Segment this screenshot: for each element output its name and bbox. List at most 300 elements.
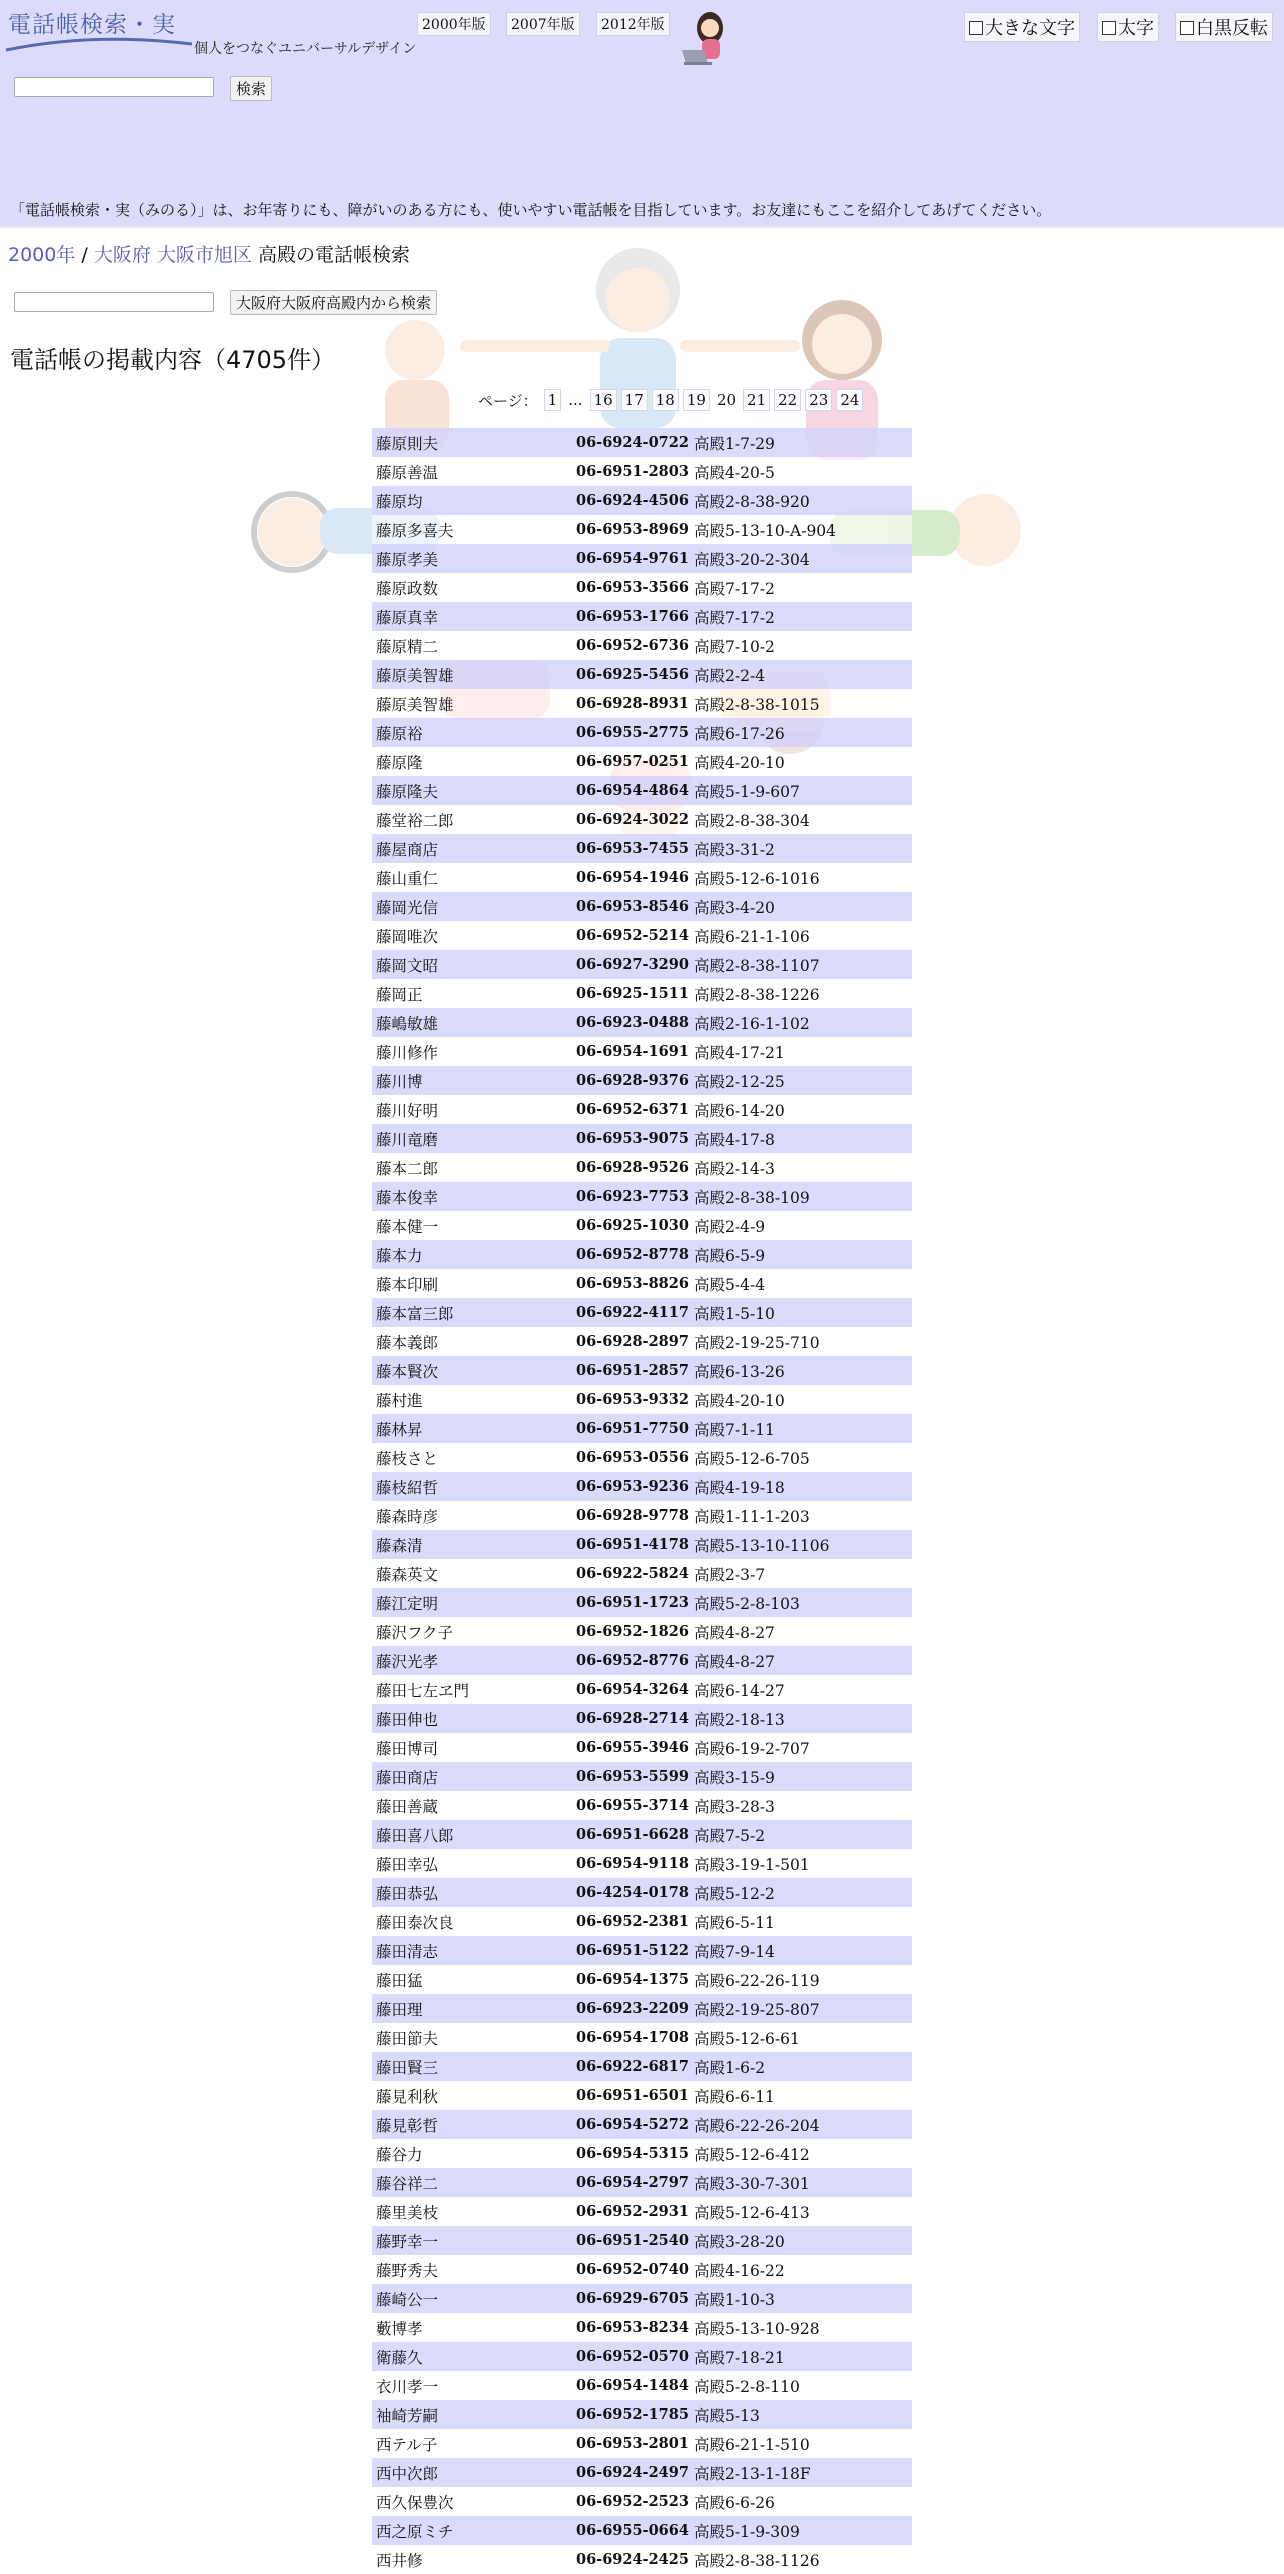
entry-address: 高殿2-14-3: [694, 1159, 775, 1178]
entry-name: 藤岡光信: [376, 898, 439, 917]
list-item: [372, 1762, 912, 1791]
entry-name: 藤岡文昭: [376, 956, 439, 975]
entry-phone: 06-6928-9376: [576, 1072, 689, 1089]
list-item: [372, 1617, 912, 1646]
entry-address: 高殿1-6-2: [694, 2058, 766, 2077]
list-item: [372, 776, 912, 805]
entry-name: 西中次郎: [376, 2464, 439, 2483]
entry-address: 高殿4-20-10: [694, 753, 785, 772]
list-item: [372, 1907, 912, 1936]
entry-phone: 06-6954-1375: [576, 1971, 689, 1988]
breadcrumb-city-link[interactable]: 大阪市旭区: [156, 244, 252, 266]
site-logo[interactable]: 電話帳検索・実: [8, 12, 176, 38]
entry-name: 西之原ミチ: [376, 2522, 454, 2541]
header-search-input[interactable]: [14, 77, 214, 97]
list-item: [372, 2052, 912, 2081]
entry-address: 高殿6-14-20: [694, 1101, 785, 1120]
entry-phone: 06-6952-2523: [576, 2493, 689, 2510]
entry-name: 藤岡唯次: [376, 927, 439, 946]
bold-label: 太字: [1118, 18, 1154, 39]
list-item: [372, 1559, 912, 1588]
local-search-input[interactable]: [14, 292, 214, 312]
entry-address: 高殿4-8-27: [694, 1652, 775, 1671]
entry-name: 藤屋商店: [376, 840, 439, 859]
entry-address: 高殿3-28-3: [694, 1797, 775, 1816]
mascot-laptop-icon: [678, 6, 728, 66]
entry-name: 藤田清志: [376, 1942, 439, 1961]
entry-address: 高殿2-18-13: [694, 1710, 785, 1729]
content-title: 電話帳の掲載内容（4705件）: [10, 346, 336, 374]
entry-address: 高殿4-17-21: [694, 1043, 785, 1062]
entry-name: 藤嶋敏雄: [376, 1014, 439, 1033]
list-item: [372, 1414, 912, 1443]
entry-name: 衣川孝一: [376, 2377, 439, 2396]
list-item: [372, 1066, 912, 1095]
list-item: [372, 2284, 912, 2313]
entry-phone: 06-6922-4117: [576, 1304, 689, 1321]
entry-name: 藤田伸也: [376, 1710, 439, 1729]
entry-address: 高殿6-13-26: [694, 1362, 785, 1381]
entry-name: 藤沢光孝: [376, 1652, 439, 1671]
entry-name: 藤森清: [376, 1536, 423, 1555]
entry-phone: 06-6951-2803: [576, 463, 689, 480]
entry-address: 高殿1-5-10: [694, 1304, 775, 1323]
entry-phone: 06-6955-3714: [576, 1797, 689, 1814]
list-item: [372, 1240, 912, 1269]
logo-swoosh-icon: [4, 34, 194, 54]
list-item: [372, 2226, 912, 2255]
entry-name: 藤野幸一: [376, 2232, 439, 2251]
entry-name: 藤森時彦: [376, 1507, 439, 1526]
entry-name: 藤原真幸: [376, 608, 439, 627]
entry-name: 藤原均: [376, 492, 423, 511]
entry-phone: 06-6924-0722: [576, 434, 689, 451]
page-link[interactable]: 24: [836, 389, 863, 411]
entry-name: 藤枝紹哲: [376, 1478, 439, 1497]
entry-address: 高殿4-8-27: [694, 1623, 775, 1642]
list-item: [372, 2023, 912, 2052]
entry-name: 藤本二郎: [376, 1159, 439, 1178]
local-search-button[interactable]: 大阪府大阪府高殿内から検索: [230, 290, 437, 315]
entry-address: 高殿5-13-10-1106: [694, 1536, 830, 1555]
entry-address: 高殿7-5-2: [694, 1826, 766, 1845]
bold-checkbox[interactable]: [1102, 21, 1116, 35]
entry-address: 高殿3-31-2: [694, 840, 775, 859]
entry-phone: 06-6952-0570: [576, 2348, 689, 2365]
entry-name: 藤枝さと: [376, 1449, 439, 1468]
entry-name: 藤田節夫: [376, 2029, 439, 2048]
list-item: [372, 892, 912, 921]
list-item: [372, 1965, 912, 1994]
entry-name: 藪博孝: [376, 2319, 423, 2338]
entry-phone: 06-6953-5599: [576, 1768, 689, 1785]
list-item: [372, 428, 912, 457]
entry-name: 藤川竜磨: [376, 1130, 439, 1149]
large-text-checkbox[interactable]: [969, 21, 983, 35]
list-item: [372, 1008, 912, 1037]
list-item: [372, 979, 912, 1008]
entry-phone: 06-6922-5824: [576, 1565, 689, 1582]
list-item: [372, 1298, 912, 1327]
entry-phone: 06-6952-2381: [576, 1913, 689, 1930]
entry-phone: 06-6953-8826: [576, 1275, 689, 1292]
entry-address: 高殿7-18-21: [694, 2348, 785, 2367]
entry-name: 藤本力: [376, 1246, 423, 1265]
entry-address: 高殿4-17-8: [694, 1130, 775, 1149]
entry-phone: 06-6951-2857: [576, 1362, 689, 1379]
entry-name: 藤森英文: [376, 1565, 439, 1584]
list-item: [372, 1994, 912, 2023]
entry-phone: 06-6924-2425: [576, 2551, 689, 2568]
list-item: [372, 1791, 912, 1820]
list-item: [372, 573, 912, 602]
phonebook-listing: [372, 428, 912, 2574]
list-item: [372, 2197, 912, 2226]
entry-phone: 06-6954-1708: [576, 2029, 689, 2046]
entry-address: 高殿2-8-38-920: [694, 492, 810, 511]
entry-address: 高殿5-12-2: [694, 1884, 775, 1903]
year-2000-button[interactable]: 2000年版: [417, 12, 491, 36]
entry-phone: 06-6951-7750: [576, 1420, 689, 1437]
entry-name: 藤田喜八郎: [376, 1826, 454, 1845]
entry-address: 高殿7-17-2: [694, 608, 775, 627]
entry-phone: 06-6952-2931: [576, 2203, 689, 2220]
entry-phone: 06-6928-2897: [576, 1333, 689, 1350]
page-link[interactable]: 23: [805, 389, 832, 411]
entry-name: 袖崎芳嗣: [376, 2406, 439, 2425]
entry-address: 高殿6-22-26-204: [694, 2116, 820, 2135]
entry-phone: 06-6952-6371: [576, 1101, 689, 1118]
intro-text: 「電話帳検索・実（みのる）」は、お年寄りにも、障がいのある方にも、使いやすい電話帳を目指しています。お友達にもここを紹介してあげてください。: [10, 201, 1052, 219]
entry-address: 高殿2-19-25-807: [694, 2000, 820, 2019]
entry-phone: 06-6952-8778: [576, 1246, 689, 1263]
entry-name: 藤野秀夫: [376, 2261, 439, 2280]
entry-phone: 06-6954-5272: [576, 2116, 689, 2133]
entry-phone: 06-6952-1785: [576, 2406, 689, 2423]
entry-name: 藤山重仁: [376, 869, 439, 888]
entry-phone: 06-6923-0488: [576, 1014, 689, 1031]
entry-phone: 06-6928-9526: [576, 1159, 689, 1176]
entry-phone: 06-6954-9761: [576, 550, 689, 567]
entry-address: 高殿2-8-38-1015: [694, 695, 820, 714]
entry-address: 高殿2-8-38-109: [694, 1188, 810, 1207]
entry-name: 西井修: [376, 2551, 423, 2570]
entry-name: 藤田賢三: [376, 2058, 439, 2077]
entry-phone: 06-6924-4506: [576, 492, 689, 509]
entry-phone: 06-6952-1826: [576, 1623, 689, 1640]
list-item: [372, 1878, 912, 1907]
list-item: [372, 1182, 912, 1211]
list-item: [372, 1936, 912, 1965]
entry-name: 藤堂裕二郎: [376, 811, 454, 830]
list-item: [372, 1095, 912, 1124]
entry-address: 高殿2-4-9: [694, 1217, 766, 1236]
entry-address: 高殿3-28-20: [694, 2232, 785, 2251]
list-item: [372, 1356, 912, 1385]
page-link[interactable]: 16: [590, 389, 617, 411]
entry-name: 藤田七左ヱ門: [376, 1681, 470, 1700]
entry-phone: 06-6952-5214: [576, 927, 689, 944]
entry-name: 藤原隆夫: [376, 782, 439, 801]
entry-name: 藤谷力: [376, 2145, 423, 2164]
list-item: [372, 2255, 912, 2284]
entry-name: 藤川好明: [376, 1101, 439, 1120]
bold-option[interactable]: [1097, 12, 1159, 42]
list-item: [372, 631, 912, 660]
entry-phone: 06-6925-1030: [576, 1217, 689, 1234]
entry-name: 藤田恭弘: [376, 1884, 439, 1903]
entry-address: 高殿7-10-2: [694, 637, 775, 656]
entry-name: 藤沢フク子: [376, 1623, 454, 1642]
entry-address: 高殿3-20-2-304: [694, 550, 810, 569]
page-link[interactable]: 22: [774, 389, 801, 411]
entry-address: 高殿2-8-38-304: [694, 811, 810, 830]
entry-address: 高殿5-2-8-103: [694, 1594, 800, 1613]
entry-name: 藤田博司: [376, 1739, 439, 1758]
entry-phone: 06-6951-6628: [576, 1826, 689, 1843]
entry-phone: 06-6924-3022: [576, 811, 689, 828]
entry-phone: 06-6951-2540: [576, 2232, 689, 2249]
page-link[interactable]: 17: [621, 389, 648, 411]
entry-phone: 06-6954-1946: [576, 869, 689, 886]
entry-address: 高殿5-12-6-412: [694, 2145, 810, 2164]
entry-address: 高殿6-6-26: [694, 2493, 775, 2512]
entry-name: 藤原裕: [376, 724, 423, 743]
entry-name: 藤村進: [376, 1391, 423, 1410]
page-link[interactable]: 1: [544, 389, 562, 411]
entry-address: 高殿6-5-11: [694, 1913, 775, 1932]
list-item: [372, 1385, 912, 1414]
entry-phone: 06-6954-3264: [576, 1681, 689, 1698]
entry-name: 藤田商店: [376, 1768, 439, 1787]
breadcrumb-year-link[interactable]: 2000年: [8, 244, 76, 266]
entry-address: 高殿3-4-20: [694, 898, 775, 917]
list-item: [372, 805, 912, 834]
entry-name: 藤原孝美: [376, 550, 439, 569]
entry-phone: 06-6951-1723: [576, 1594, 689, 1611]
entry-address: 高殿2-19-25-710: [694, 1333, 820, 1352]
breadcrumb-current: 高殿の電話帳検索: [257, 244, 410, 266]
list-item: [372, 718, 912, 747]
list-item: [372, 2400, 912, 2429]
list-item: [372, 834, 912, 863]
entry-name: 衛藤久: [376, 2348, 423, 2367]
entry-name: 藤谷祥二: [376, 2174, 439, 2193]
page-link[interactable]: 19: [683, 389, 710, 411]
entry-address: 高殿4-20-10: [694, 1391, 785, 1410]
entry-phone: 06-6928-8931: [576, 695, 689, 712]
entry-address: 高殿6-6-11: [694, 2087, 775, 2106]
entry-address: 高殿2-8-38-1126: [694, 2551, 820, 2570]
list-item: [372, 544, 912, 573]
invert-option[interactable]: [1175, 12, 1273, 42]
entry-phone: 06-4254-0178: [576, 1884, 689, 1901]
entry-phone: 06-6955-2775: [576, 724, 689, 741]
entry-name: 藤原則夫: [376, 434, 439, 453]
page-link[interactable]: 21: [743, 389, 770, 411]
entry-address: 高殿2-16-1-102: [694, 1014, 810, 1033]
entry-address: 高殿3-30-7-301: [694, 2174, 810, 2193]
breadcrumb-prefecture-link[interactable]: 大阪府: [93, 244, 151, 266]
list-item: [372, 863, 912, 892]
entry-phone: 06-6955-0664: [576, 2522, 689, 2539]
entry-phone: 06-6954-4864: [576, 782, 689, 799]
entry-address: 高殿5-12-6-61: [694, 2029, 800, 2048]
list-item: [372, 747, 912, 776]
list-item: [372, 1588, 912, 1617]
entry-name: 藤原政数: [376, 579, 439, 598]
entry-address: 高殿2-8-38-1107: [694, 956, 820, 975]
list-item: [372, 2139, 912, 2168]
entry-name: 藤田理: [376, 2000, 423, 2019]
entry-phone: 06-6953-8234: [576, 2319, 689, 2336]
entry-phone: 06-6929-6705: [576, 2290, 689, 2307]
entry-name: 藤本印刷: [376, 1275, 439, 1294]
tagline: 個人をつなぐユニバーサルデザイン: [194, 41, 417, 57]
entry-address: 高殿4-19-18: [694, 1478, 785, 1497]
list-item: [372, 950, 912, 979]
entry-phone: 06-6927-3290: [576, 956, 689, 973]
header-search-button[interactable]: 検索: [230, 76, 272, 101]
entry-phone: 06-6953-2801: [576, 2435, 689, 2452]
entry-address: 高殿1-10-3: [694, 2290, 775, 2309]
entry-name: 藤原善温: [376, 463, 439, 482]
entry-address: 高殿5-12-6-705: [694, 1449, 810, 1468]
year-2007-button[interactable]: 2007年版: [506, 12, 580, 36]
list-item: [372, 1443, 912, 1472]
list-item: [372, 1530, 912, 1559]
entry-address: 高殿7-17-2: [694, 579, 775, 598]
invert-checkbox[interactable]: [1180, 21, 1194, 35]
breadcrumb-separator: /: [75, 244, 94, 266]
list-item: [372, 1501, 912, 1530]
list-item: [372, 1211, 912, 1240]
entry-address: 高殿2-3-7: [694, 1565, 766, 1584]
entry-address: 高殿4-20-5: [694, 463, 775, 482]
list-item: [372, 2458, 912, 2487]
entry-phone: 06-6922-6817: [576, 2058, 689, 2075]
entry-address: 高殿6-14-27: [694, 1681, 785, 1700]
entry-name: 藤里美枝: [376, 2203, 439, 2222]
pagination: [478, 389, 867, 411]
list-item: [372, 2545, 912, 2574]
entry-phone: 06-6952-0740: [576, 2261, 689, 2278]
entry-phone: 06-6953-0556: [576, 1449, 689, 1466]
list-item: [372, 660, 912, 689]
entry-address: 高殿7-9-14: [694, 1942, 775, 1961]
entry-phone: 06-6953-9332: [576, 1391, 689, 1408]
entry-address: 高殿1-7-29: [694, 434, 775, 453]
entry-phone: 06-6928-9778: [576, 1507, 689, 1524]
entry-name: 藤田泰次良: [376, 1913, 454, 1932]
entry-name: 藤原美智雄: [376, 666, 454, 685]
large-text-label: 大きな文字: [985, 18, 1075, 39]
entry-address: 高殿5-1-9-607: [694, 782, 800, 801]
entry-address: 高殿6-21-1-106: [694, 927, 810, 946]
entry-name: 藤川博: [376, 1072, 423, 1091]
list-item: [372, 1704, 912, 1733]
entry-address: 高殿6-19-2-707: [694, 1739, 810, 1758]
list-item: [372, 2429, 912, 2458]
list-item: [372, 1153, 912, 1182]
entry-address: 高殿5-13-10-A-904: [694, 521, 837, 540]
list-item: [372, 1269, 912, 1298]
entry-name: 藤原多喜夫: [376, 521, 454, 540]
list-item: [372, 515, 912, 544]
entry-phone: 06-6928-2714: [576, 1710, 689, 1727]
list-item: [372, 2168, 912, 2197]
invert-label: 白黒反転: [1196, 18, 1268, 39]
entry-name: 藤田善蔵: [376, 1797, 439, 1816]
list-item: [372, 1733, 912, 1762]
entry-name: 藤本健一: [376, 1217, 439, 1236]
list-item: [372, 2371, 912, 2400]
entry-phone: 06-6954-2797: [576, 2174, 689, 2191]
entry-address: 高殿5-1-9-309: [694, 2522, 800, 2541]
current-page: 20: [716, 391, 737, 409]
list-item: [372, 1037, 912, 1066]
entry-name: 藤本俊幸: [376, 1188, 439, 1207]
entry-phone: 06-6954-1484: [576, 2377, 689, 2394]
entry-address: 高殿5-4-4: [694, 1275, 766, 1294]
entry-address: 高殿7-1-11: [694, 1420, 775, 1439]
entry-phone: 06-6952-6736: [576, 637, 689, 654]
list-item: [372, 2313, 912, 2342]
site-header: [0, 0, 1284, 228]
entry-address: 高殿6-17-26: [694, 724, 785, 743]
list-item: [372, 1327, 912, 1356]
entry-address: 高殿1-11-1-203: [694, 1507, 810, 1526]
entry-phone: 06-6957-0251: [576, 753, 689, 770]
entry-phone: 06-6953-9075: [576, 1130, 689, 1147]
entry-phone: 06-6953-7455: [576, 840, 689, 857]
list-item: [372, 2110, 912, 2139]
list-item: [372, 1472, 912, 1501]
year-2012-button[interactable]: 2012年版: [596, 12, 670, 36]
entry-phone: 06-6951-6501: [576, 2087, 689, 2104]
entry-phone: 06-6951-5122: [576, 1942, 689, 1959]
list-item: [372, 1646, 912, 1675]
list-item: [372, 1849, 912, 1878]
entry-phone: 06-6953-8546: [576, 898, 689, 915]
entry-name: 藤崎公一: [376, 2290, 439, 2309]
entry-phone: 06-6924-2497: [576, 2464, 689, 2481]
entry-name: 西テル子: [376, 2435, 438, 2454]
entry-phone: 06-6954-5315: [576, 2145, 689, 2162]
pagination-ellipsis: ...: [568, 391, 583, 409]
entry-address: 高殿4-16-22: [694, 2261, 785, 2280]
entry-name: 藤見利秋: [376, 2087, 439, 2106]
entry-name: 藤本義郎: [376, 1333, 439, 1352]
entry-address: 高殿3-19-1-501: [694, 1855, 810, 1874]
large-text-option[interactable]: [964, 12, 1080, 42]
entry-phone: 06-6954-9118: [576, 1855, 689, 1872]
list-item: [372, 2516, 912, 2545]
page-link[interactable]: 18: [652, 389, 679, 411]
list-item: [372, 2081, 912, 2110]
entry-address: 高殿2-8-38-1226: [694, 985, 820, 1004]
entry-phone: 06-6953-8969: [576, 521, 689, 538]
list-item: [372, 2342, 912, 2371]
entry-phone: 06-6925-5456: [576, 666, 689, 683]
entry-name: 藤本富三郎: [376, 1304, 454, 1323]
list-item: [372, 1820, 912, 1849]
list-item: [372, 486, 912, 515]
entry-name: 藤田幸弘: [376, 1855, 439, 1874]
entry-name: 藤原精二: [376, 637, 439, 656]
entry-phone: 06-6951-4178: [576, 1536, 689, 1553]
entry-address: 高殿5-12-6-413: [694, 2203, 810, 2222]
